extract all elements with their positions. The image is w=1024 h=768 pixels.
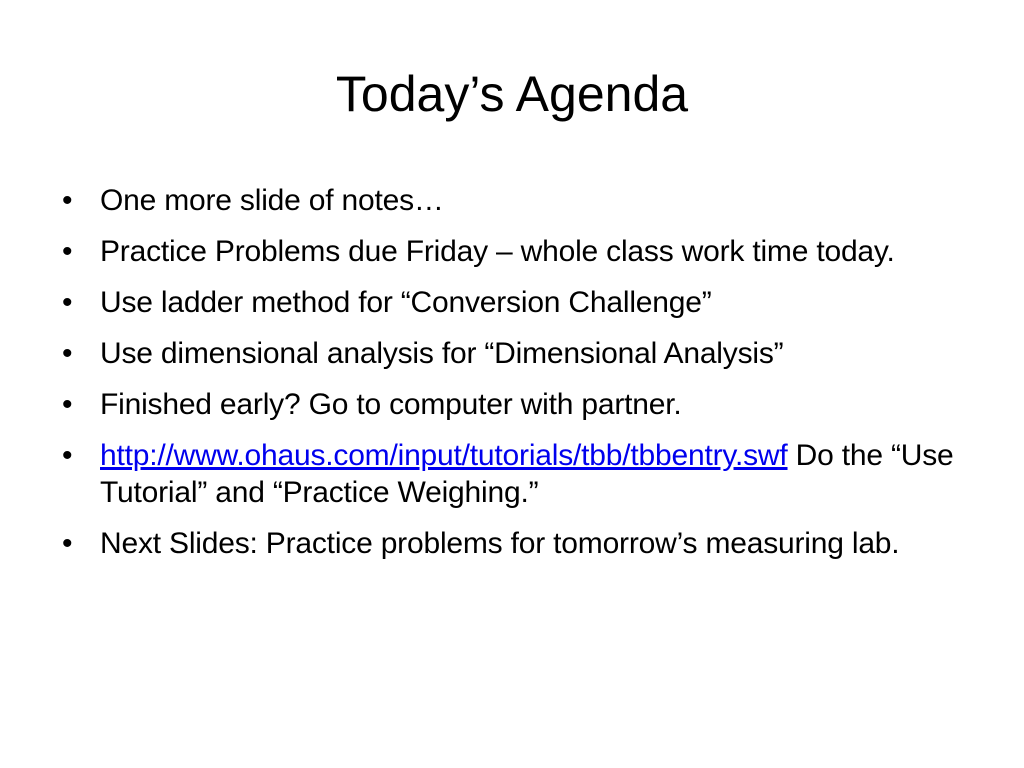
- list-item: [56, 386, 956, 423]
- list-item: [56, 284, 956, 321]
- list-item: [56, 437, 956, 511]
- list-item-text: Practice Problems due Friday – whole class work time today.: [100, 235, 895, 268]
- bullet-icon: •: [62, 527, 73, 560]
- bullet-icon: •: [62, 235, 73, 268]
- bullet-icon: •: [62, 439, 73, 472]
- tutorial-link[interactable]: http://www.ohaus.com/input/tutorials/tbb/tbbentry.swf: [100, 439, 788, 472]
- list-item: [56, 525, 956, 562]
- bullet-icon: •: [62, 286, 73, 319]
- list-item: [56, 335, 956, 372]
- list-item: [56, 182, 956, 219]
- list-item-text: Next Slides: Practice problems for tomorrow’s measuring lab.: [100, 527, 900, 560]
- bullet-icon: •: [62, 184, 73, 217]
- list-item-text: Use dimensional analysis for “Dimensional Analysis”: [100, 337, 784, 370]
- list-item: [56, 233, 956, 270]
- agenda-list: [56, 182, 956, 576]
- list-item-text: One more slide of notes…: [100, 184, 444, 217]
- slide-title: Today’s Agenda: [335, 66, 689, 122]
- list-item-text: Finished early? Go to computer with partner.: [100, 388, 682, 421]
- list-item-text: Use ladder method for “Conversion Challenge”: [100, 286, 712, 319]
- bullet-icon: •: [62, 388, 73, 421]
- bullet-icon: •: [62, 337, 73, 370]
- list-item-text: Do the “Use Tutorial” and “Practice Weighing.”: [100, 439, 954, 509]
